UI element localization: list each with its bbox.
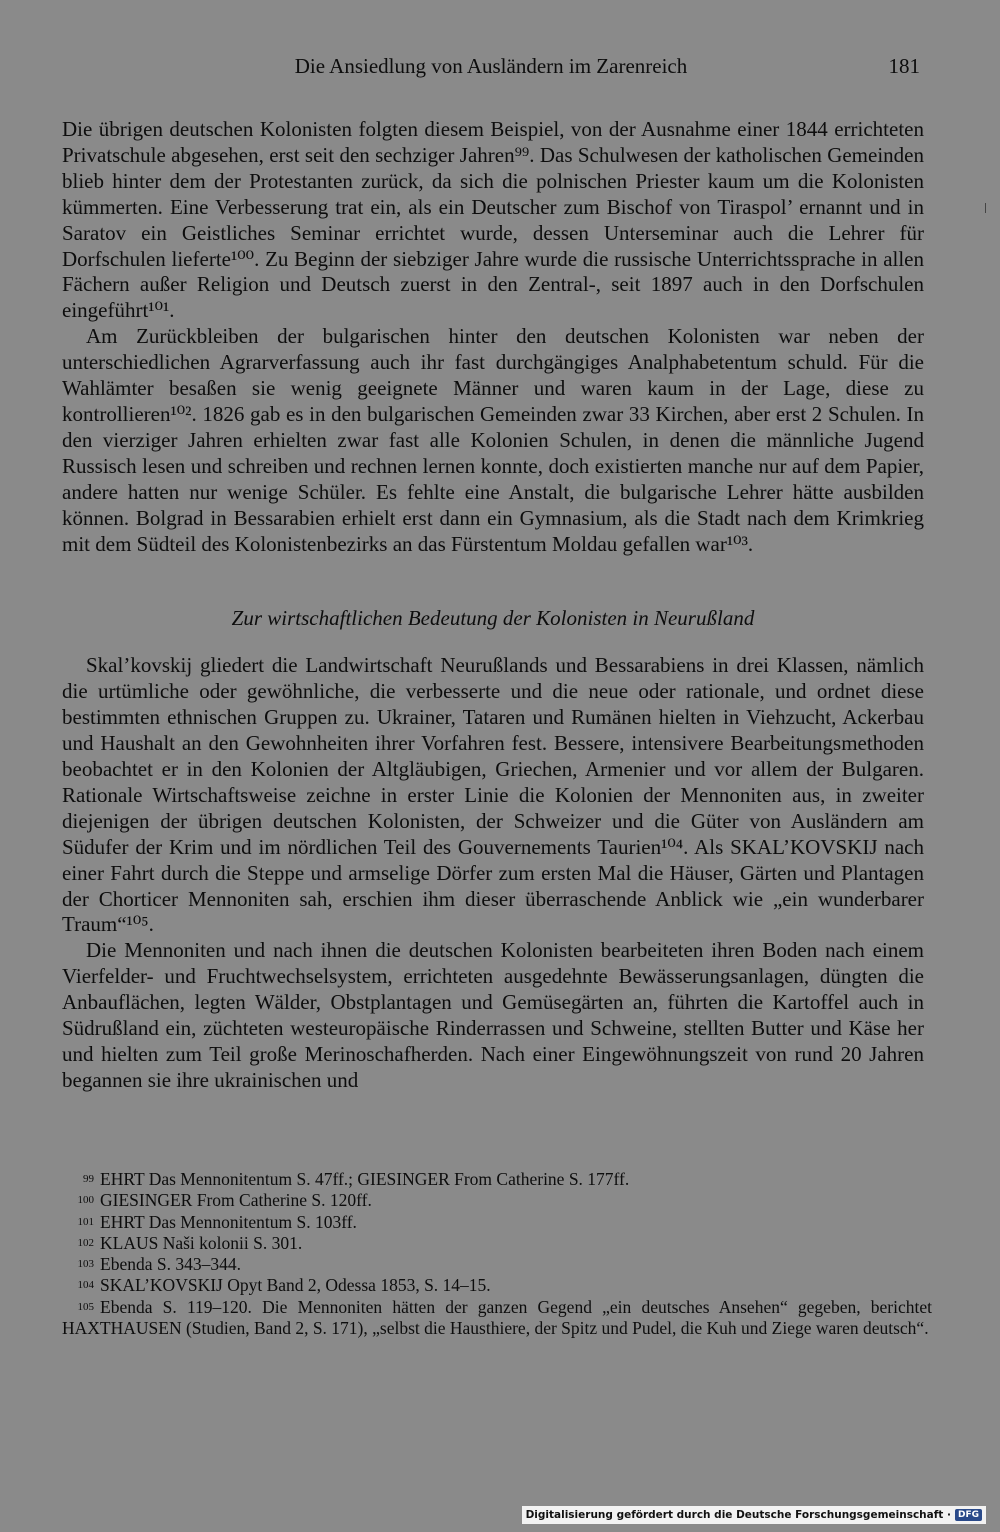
footnote — [62, 1275, 932, 1296]
section-heading: Zur wirtschaftlichen Bedeutung der Kolonisten in Neurußland — [231, 606, 755, 631]
footnote — [62, 1297, 932, 1340]
footnote-number: 102 — [77, 1236, 94, 1249]
page-number: 181 — [888, 54, 920, 78]
footnote-number: 105 — [77, 1300, 94, 1313]
digitization-credit — [522, 1506, 986, 1524]
footnote-text: KLAUS Naši kolonii S. 301. — [100, 1232, 303, 1253]
footnote-number: 100 — [77, 1194, 94, 1207]
credit-text: Digitalisierung gefördert durch die Deutsche Forschungsgemeinschaft · — [525, 1509, 951, 1521]
footnote-text: EHRT Das Mennonitentum S. 103ff. — [100, 1211, 357, 1232]
margin-mark — [985, 203, 986, 213]
footnote-number: 103 — [77, 1258, 94, 1271]
footnote — [62, 1169, 932, 1190]
footnote-number: 101 — [77, 1215, 94, 1228]
footnote-text: SKAL’KOVSKIJ Opyt Band 2, Odessa 1853, S. 14–15. — [100, 1275, 491, 1296]
footnote — [62, 1212, 932, 1233]
main-text — [62, 117, 924, 1094]
paragraph: Skal’kovskij gliedert die Landwirtschaft Neurußlands und Bessarabiens in drei Klassen, nämlich die urtümliche oder gewöhnliche, die verbesserte und die neue oder rationale, und ordnet diese bestimmten ethnischen Gruppen zu. Ukrainer, Tataren und Rumänen hielten in Viehzucht, Ackerbau und Haushalt an den Gewohnheiten ihrer Vorfahren fest. Bessere, intensivere Bearbeitungsmethoden beobachtet er in den Kolonien der Altgläubigen, Griechen, Armenier und vor allem der Bulgaren. Rationale Wirtschaftsweise zeichne in erster Linie die Kolonien der Mennoniten aus, in zweiter diejenigen der übrigen deutschen Kolonisten, der Schweizer und die Güter von Ausländern am Südufer der Krim und im nördlichen Teil des Gouvernements Taurien¹⁰⁴. Als SKAL’KOVSKIJ nach einer Fahrt durch die Steppe und armselige Dörfer zum ersten Mal die Häuser, Gärten und Plantagen der Chorticer Mennoniten sah, erschien ihm dieser überraschende Anblick wie „ein wunderbarer Traum“¹⁰⁵. — [62, 653, 924, 937]
footnote-text: Ebenda S. 119–120. Die Mennoniten hätten der ganzen Gegend „ein deutsches Ansehen“ gegeben, berichtet HAXTHAUSEN (Studien, Band 2, S. 171), „selbst die Hausthiere, der Spitz und Pudel, die Kuh und Ziege waren deutsch“. — [62, 1296, 932, 1339]
footnote — [62, 1254, 932, 1275]
footnote — [62, 1190, 932, 1211]
dfg-logo-icon: DFG — [955, 1509, 982, 1521]
footnotes — [62, 1169, 932, 1339]
paragraph: Die Mennoniten und nach ihnen die deutschen Kolonisten bearbeiteten ihren Boden nach einem Vierfelder- und Fruchtwechselsystem, errichteten ausgedehnte Bewässerungsanlagen, düngten die Anbauflächen, legten Wälder, Obstplantagen und Gemüsegärten an, führten die Kartoffel auch in Südrußland ein, züchteten westeuropäische Rinderrassen und Schweine, stellten Butter und Käse her und hielten zum Teil große Merinoschafherden. Nach einer Eingewöhnungszeit von rund 20 Jahren begannen sie ihre ukrainischen und — [62, 938, 924, 1092]
footnote — [62, 1233, 932, 1254]
paragraph: Am Zurückbleiben der bulgarischen hinter den deutschen Kolonisten war neben der unterschiedlichen Agrarverfassung auch ihr fast durchgängiges Analphabetentum schuld. Für die Wahlämter besaßen sie wenig geeignete Männer und waren kaum in der Lage, diese zu kontrollieren¹⁰². 1826 gab es in den bulgarischen Gemeinden zwar 33 Kirchen, aber erst 2 Schulen. In den vierziger Jahren erhielten zwar fast alle Kolonien Schulen, in denen die männliche Jugend Russisch lesen und schreiben und rechnen lernen konnte, doch existierten manche nur auf dem Papier, andere hatten nur wenige Schüler. Es fehlte eine Anstalt, die bulgarische Lehrer hätte ausbilden können. Bolgrad in Bessarabien erhielt erst dann ein Gymnasium, als die Stadt nach dem Krimkrieg mit dem Südteil des Kolonistenbezirks an das Fürstentum Moldau gefallen war¹⁰³. — [62, 324, 924, 556]
footnote-text: EHRT Das Mennonitentum S. 47ff.; GIESINGER From Catherine S. 177ff. — [100, 1169, 630, 1189]
footnote-number: 99 — [83, 1173, 94, 1185]
footnote-text: Ebenda S. 343–344. — [100, 1254, 241, 1275]
running-head — [62, 54, 920, 82]
footnote-number: 104 — [77, 1279, 94, 1292]
paragraph: Die übrigen deutschen Kolonisten folgten diesem Beispiel, von der Ausnahme einer 1844 errichteten Privatschule abgesehen, erst seit den sechziger Jahren⁹⁹. Das Schulwesen der katholischen Gemeinden blieb hinter dem der Protestanten zurück, da sich die polnischen Priester kaum um die Kolonisten kümmerten. Eine Verbesserung trat ein, als ein Deutscher zum Bischof von Tiraspol’ ernannt und in Saratov ein Geistliches Seminar errichtet wurde, dessen Unterseminar auch die Lehrer für Dorfschulen lieferte¹⁰⁰. Zu Beginn der siebziger Jahre wurde die russische Unterrichtssprache in allen Fächern außer Religion und Deutsch zuerst in den Zentral-, seit 1897 auch in den Dorfschulen eingeführt¹⁰¹. — [62, 117, 924, 323]
footnote-text: GIESINGER From Catherine S. 120ff. — [100, 1190, 372, 1211]
running-title: Die Ansiedlung von Ausländern im Zarenreich — [294, 54, 688, 78]
